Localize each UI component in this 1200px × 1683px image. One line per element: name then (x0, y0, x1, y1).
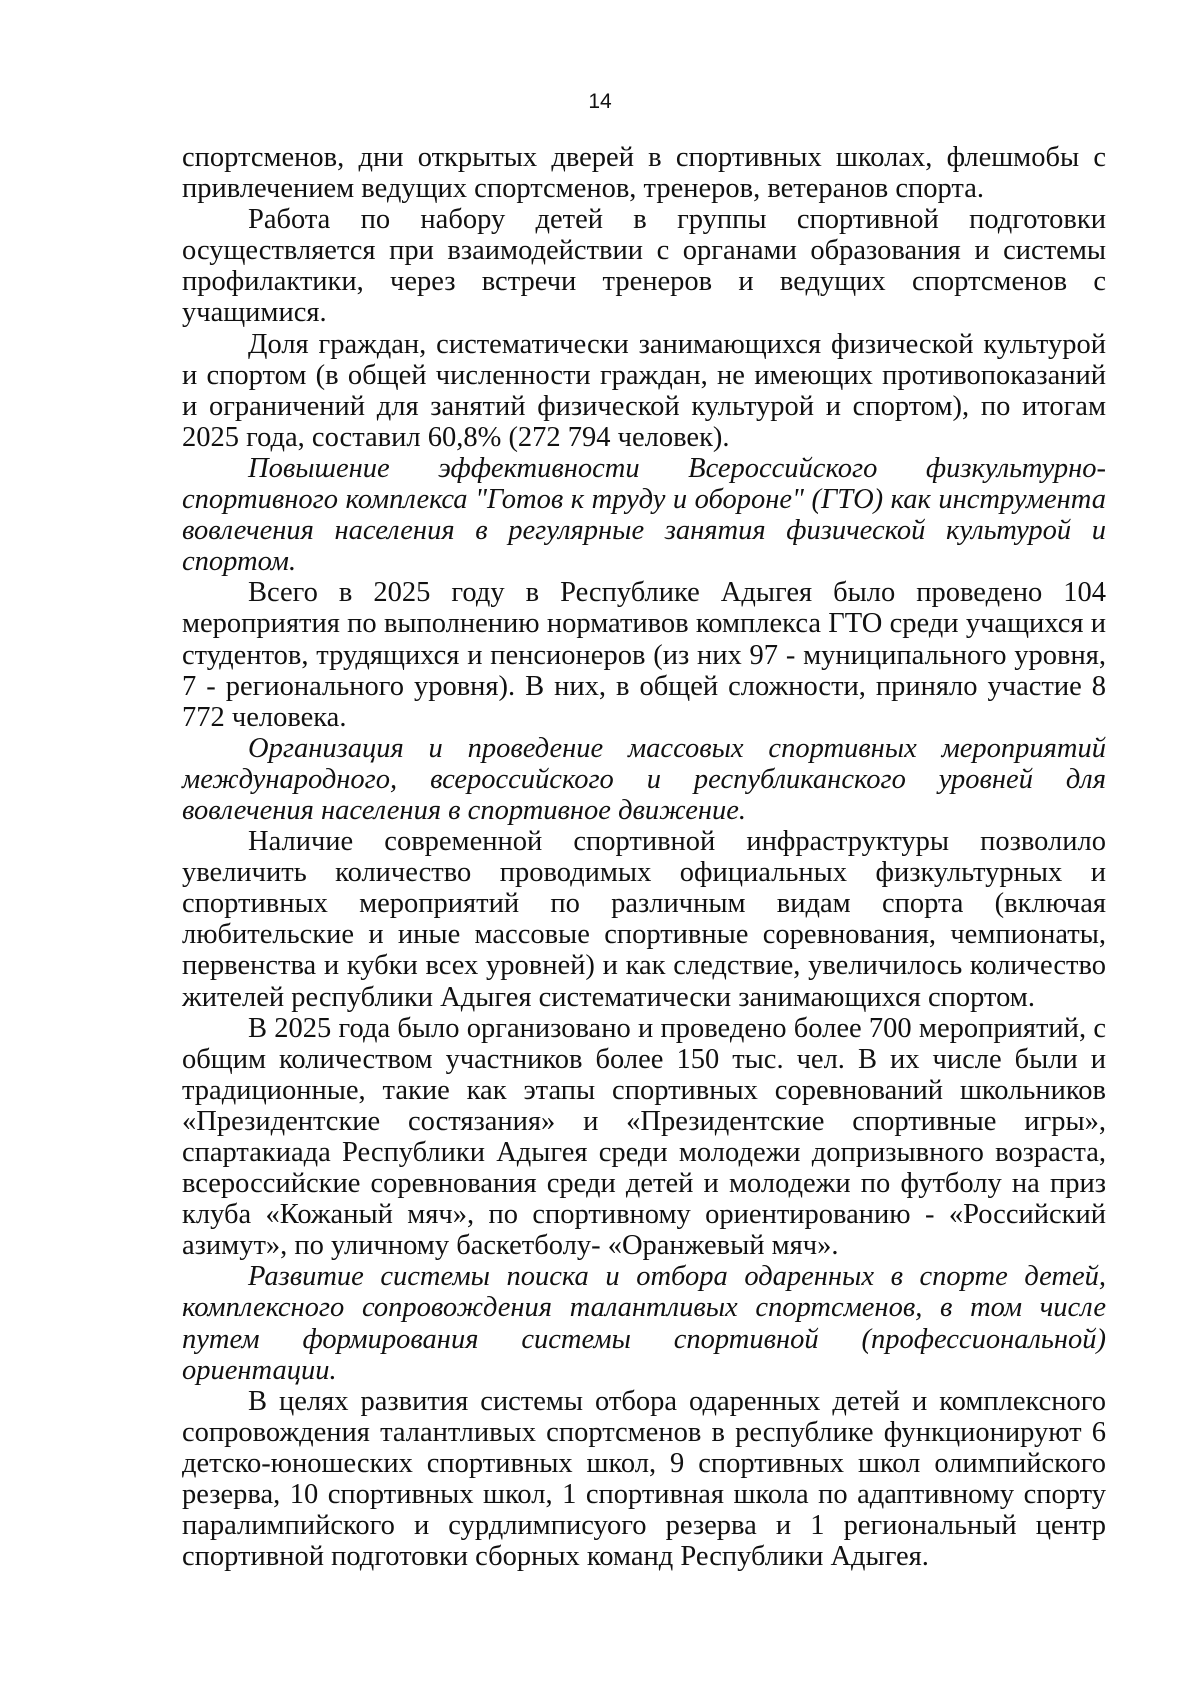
paragraph-citizens-share: Доля граждан, систематически занимающихся физической культурой и спортом (в общей численности граждан, не имеющих противопоказаний и ограничений для занятий физической культурой и спортом), по итогам 2025 года, составил 60,8% (272 794 человек). (182, 328, 1106, 453)
paragraph-gto-events: Всего в 2025 году в Республике Адыгея было проведено 104 мероприятия по выполнению нормативов комплекса ГТО среди учащихся и студентов, трудящихся и пенсионеров (из них 97 - муниципального уровня, 7 - регионального уровня). В них, в общей сложности, приняло участие 8 772 человека. (182, 577, 1106, 733)
document-body (182, 142, 1106, 1572)
section-heading-talent-selection: Развитие системы поиска и отбора одаренных в спорте детей, комплексного сопровождения талантливых спортсменов, в том числе путем формирования системы спортивной (профессиональной) ориентации. (182, 1261, 1106, 1386)
paragraph-continuation: спортсменов, дни открытых дверей в спортивных школах, флешмобы с привлечением ведущих спортсменов, тренеров, ветеранов спорта. (182, 142, 1106, 205)
page-number: 14 (588, 90, 612, 113)
section-heading-mass-events: Организация и проведение массовых спортивных мероприятий международного, всероссийского и республиканского уровней для вовлечения населения в спортивное движение. (182, 732, 1106, 826)
paragraph-recruitment: Работа по набору детей в группы спортивной подготовки осуществляется при взаимодействии с органами образования и системы профилактики, через встречи тренеров и ведущих спортсменов с учащимися. (182, 204, 1106, 329)
paragraph-infrastructure: Наличие современной спортивной инфраструктуры позволило увеличить количество проводимых официальных физкультурных и спортивных мероприятий по различным видам спорта (включая любительские и иные массовые спортивные соревнования, чемпионаты, первенства и кубки всех уровней) и как следствие, увеличилось количество жителей республики Адыгея систематически занимающихся спортом. (182, 826, 1106, 1013)
section-heading-gto: Повышение эффективности Всероссийского физкультурно-спортивного комплекса "Готов к труду и обороне" (ГТО) как инструмента вовлечения населения в регулярные занятия физической культурой и спортом. (182, 452, 1106, 578)
paragraph-events-2025: В 2025 года было организовано и проведено более 700 мероприятий, с общим количеством участников более 150 тыс. чел. В их числе были и традиционные, такие как этапы спортивных соревнований школьников «Президентские состязания» и «Президентские спортивные игры», спартакиада Республики Адыгея среди молодежи допризывного возраста, всероссийские соревнования среди детей и молодежи по футболу на приз клуба «Кожаный мяч», по спортивному ориентированию - «Российский азимут», по уличному баскетболу- «Оранжевый мяч». (182, 1012, 1106, 1262)
paragraph-sports-schools: В целях развития системы отбора одаренных детей и комплексного сопровождения талантливых спортсменов в республике функционируют 6 детско-юношеских спортивных школ, 9 спортивных школ олимпийского резерва, 10 спортивных школ, 1 спортивная школа по адаптивному спорту паралимпийского и сурдлимписуого резерва и 1 региональный центр спортивной подготовки сборных команд Республики Адыгея. (182, 1385, 1106, 1573)
